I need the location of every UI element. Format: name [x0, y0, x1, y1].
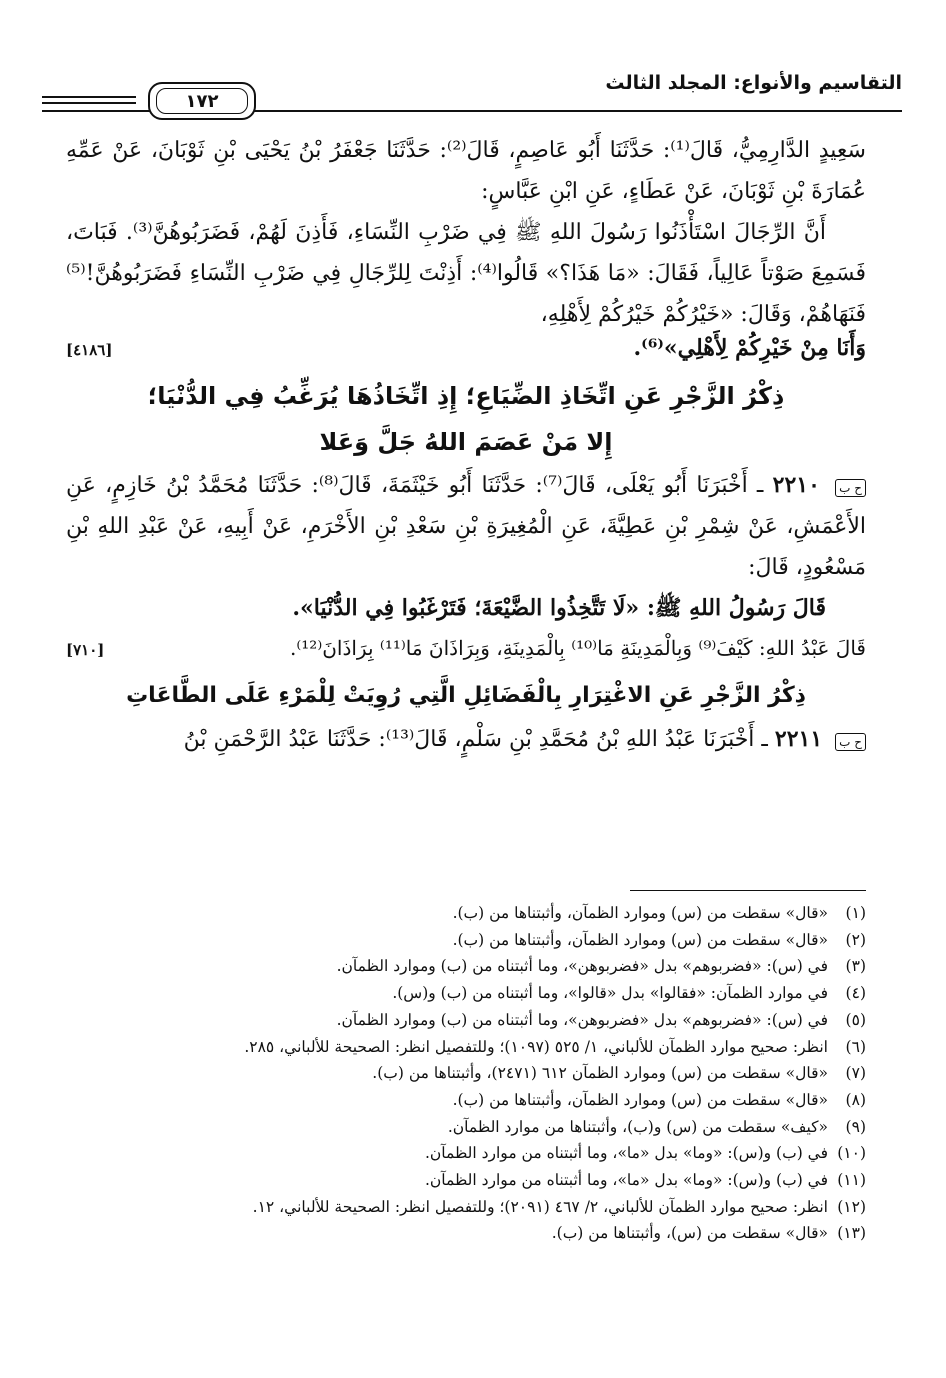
- page-number: ١٧٢: [156, 88, 248, 114]
- footnote-number: (٣): [845, 957, 866, 976]
- footnote-number: (١): [845, 904, 866, 922]
- hadith-4186-last-line: وَأَنَا مِنْ خَيْرِكُمْ لِأَهْلِي»⁽⁶⁾.: [633, 335, 866, 361]
- footnote-text: في (ب) و(س): «وما» بدل «ما»، وما أثبتناه من موارد الظمآن.: [424, 1144, 828, 1163]
- footnotes: [66, 900, 866, 1247]
- hadith-4186-ending: [66, 335, 866, 361]
- footnote-number: (١٠): [837, 1144, 866, 1163]
- footnote-text: في (س): «فضربوهم» بدل «فضربوهن»، وما أثبتناه من (ب) وموارد الظمآن.: [336, 957, 828, 976]
- footnote-text: «كيف» سقطت من (س) و(ب)، وأثبتناها من موارد الظمآن.: [447, 1117, 828, 1136]
- footnote-text: انظر: صحيح موارد الظمآن للألباني، ١/ ٥٢٥ (١٠٩٧)؛ وللتفصيل انظر: الصحيحة للألباني، ٢٨٥.: [244, 1037, 828, 1056]
- hadith-2211-text: ـ أَخْبَرَنَا عَبْدُ اللهِ بْنُ مُحَمَّدِ بْنِ سَلْمٍ، قَالَ⁽¹³⁾: حَدَّثَنَا عَبْدُ الرَّحْمَنِ بْنُ: [183, 727, 768, 752]
- header-rule-left-lower: [42, 102, 136, 104]
- footnote-text: انظر: صحيح موارد الظمآن للألباني، ٢/ ٤٦٧ (٢٠٩١)؛ وللتفصيل انظر: الصحيحة للألباني، ١٢.: [252, 1197, 828, 1216]
- hadith-2210-comment-row: [66, 629, 866, 667]
- footnote-number: (١٣): [837, 1224, 866, 1243]
- hadith-marker-icon: ح ب: [835, 479, 866, 497]
- hadith-number-2211: ٢٢١١: [774, 726, 823, 752]
- hadith-2211-isnad: [66, 719, 866, 760]
- footnote: [66, 1220, 866, 1247]
- hadith-2210-matn: قَالَ رَسُولُ اللهِ ﷺ: «لَا تَتَّخِذُوا الضَّيْعَةَ؛ فَتَرْغَبُوا فِي الدُّنْيَا».: [292, 595, 826, 621]
- running-title: التقاسيم والأنواع: المجلد الثالث: [605, 72, 902, 94]
- header-rule-left-upper: [42, 96, 136, 98]
- main-text: [66, 130, 866, 760]
- footnote-number: (٤): [845, 984, 866, 1003]
- footnote: [66, 1007, 866, 1034]
- footnote-text: «قال» سقطت من (س) وموارد الظمآن، وأثبتناها من (ب).: [452, 930, 828, 949]
- footnote-rule: [630, 890, 866, 891]
- footnote-text: «قال» سقطت من (س) وموارد الظمآن، وأثبتناها من (ب).: [452, 904, 828, 922]
- footnote-number: (٧): [845, 1064, 866, 1083]
- hadith-number-2210: ٢٢١٠: [772, 472, 820, 498]
- hadith-marker-icon: ح ب: [835, 733, 866, 751]
- paragraph-isnad: سَعِيدٍ الدَّارِمِيُّ، قَالَ⁽¹⁾: حَدَّثَنَا أَبُو عَاصِمٍ، قَالَ⁽²⁾: حَدَّثَنَا جَعْفَرُ بْنُ يَحْيَى بْنِ ثَوْبَانَ، عَنْ عَمِّهِ عُمَارَةَ بْنِ ثَوْبَانَ، عَنْ عَطَاءٍ، عَنِ ابْنِ عَبَّاسٍ:: [66, 138, 866, 204]
- footnote-number: (١١): [837, 1171, 866, 1190]
- footnote-number: (٥): [845, 1010, 866, 1029]
- hadith-ref-4186: [٤١٨٦]: [66, 341, 113, 359]
- footnote: [66, 1060, 866, 1087]
- footnote: [66, 1194, 866, 1221]
- footnote: [66, 927, 866, 954]
- footnote: [66, 1114, 866, 1141]
- footnote-text: «قال» سقطت من (س)، وأثبتناها من (ب).: [551, 1224, 828, 1243]
- footnote-text: في (س): «فضربوهم» بدل «فضربوهن»، وما أثبتناه من (ب) وموارد الظمآن.: [336, 1010, 828, 1029]
- footnote-number: (٩): [845, 1117, 866, 1136]
- footnote: [66, 953, 866, 980]
- footnote-number: (٨): [845, 1090, 866, 1109]
- running-header: [42, 68, 902, 118]
- footnote: [66, 1034, 866, 1061]
- footnote-text: في (ب) و(س): «وما» بدل «ما»، وما أثبتناه من موارد الظمآن.: [424, 1171, 828, 1190]
- footnote: [66, 1087, 866, 1114]
- hadith-2210-text: ـ أَخْبَرَنَا أَبُو يَعْلَى، قَالَ⁽⁷⁾: حَدَّثَنَا أَبُو خَيْثَمَةَ، قَالَ⁽⁸⁾: حَدَّثَنَا مُحَمَّدُ بْنُ خَازِمٍ، عَنِ الأَعْمَشِ، عَنْ شِمْرِ بْنِ عَطِيَّةَ، عَنِ الْمُغِيرَةِ بْنِ سَعْدِ بْنِ الأَخْرَمِ، عَنْ أَبِيهِ، عَنْ عَبْدِ اللهِ بْنِ مَسْعُودٍ، قَالَ:: [66, 473, 866, 580]
- footnote-text: في موارد الظمآن: «فقالوا» بدل «قالوا»، وما أثبتناه من (ب) و(س).: [392, 984, 828, 1003]
- footnote-number: (١٢): [837, 1197, 866, 1216]
- footnote-text: «قال» سقطت من (س) وموارد الظمآن ٦١٢ (٢٤٧١)، وأثبتناها من (ب).: [372, 1064, 828, 1083]
- footnote-text: «قال» سقطت من (س) وموارد الظمآن، وأثبتناها من (ب).: [452, 1090, 828, 1109]
- footnote: [66, 1140, 866, 1167]
- chapter-heading-1-line-1: ذِكْرُ الزَّجْرِ عَنِ اتِّخَاذِ الضِّيَاعِ؛ إِذِ اتِّخَاذُهَا يُرَغِّبُ فِي الدُّنْيَا؛: [147, 382, 785, 410]
- footnote-number: (٦): [845, 1037, 866, 1056]
- hadith-2210-comment: قَالَ عَبْدُ اللهِ: كَيْفَ⁽⁹⁾ وَبِالْمَدِينَةِ مَا⁽¹⁰⁾ بِالْمَدِينَةِ، وَبِرَاذَانَ مَا⁽¹¹⁾ بِرَاذَانَ⁽¹²⁾.: [289, 636, 866, 660]
- chapter-heading-1-line-2: إِلا مَنْ عَصَمَ اللهُ جَلَّ وَعَلا: [319, 428, 613, 456]
- chapter-heading-2: ذِكْرُ الزَّجْرِ عَنِ الاغْتِرَارِ بِالْفَضَائِلِ الَّتِي رُوِيَتْ لِلْمَرْءِ عَلَى الطَّاعَاتِ: [126, 683, 806, 708]
- footnote: [66, 900, 866, 927]
- footnote: [66, 980, 866, 1007]
- hadith-2210-isnad: [66, 465, 866, 588]
- paragraph-hadith-4186: أَنَّ الرِّجَالَ اسْتَأْذَنُوا رَسُولَ اللهِ ﷺ فِي ضَرْبِ النِّسَاءِ، فَأَذِنَ لَهُمْ، فَضَرَبُوهُنَّ⁽³⁾. فَبَاتَ، فَسَمِعَ صَوْتاً عَالِياً، فَقَالَ: «مَا هَذَا؟» قَالُوا⁽⁴⁾: أَذِنْتَ لِلرِّجَالِ فِي ضَرْبِ النِّسَاءِ فَضَرَبُوهُنَّ!⁽⁵⁾ فَنَهَاهُمْ، وَقَالَ: «خَيْرُكُمْ خَيْرُكُمْ لِأَهْلِهِ،: [66, 220, 866, 327]
- footnote-number: (٢): [845, 930, 866, 949]
- footnote: [66, 1167, 866, 1194]
- page-number-frame: [148, 82, 256, 120]
- hadith-ref-710: [٧١٠]: [66, 641, 105, 659]
